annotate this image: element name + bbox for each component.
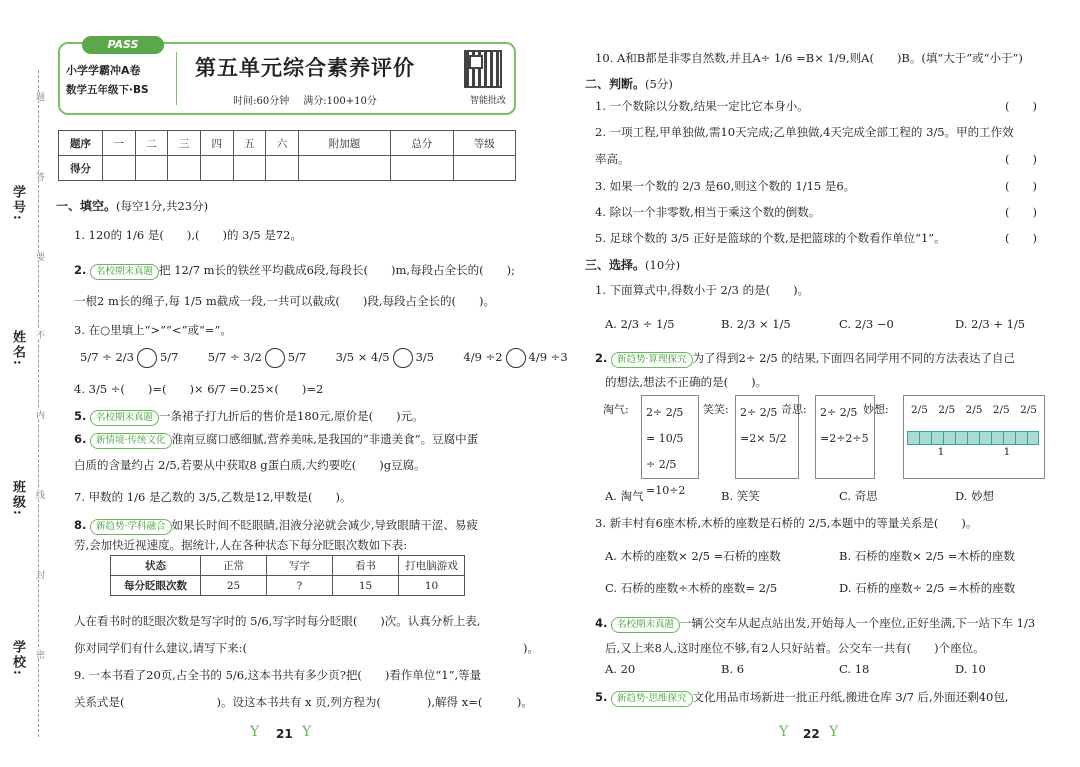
choice-1-option[interactable]: D. 2/3 + 1/5 — [955, 317, 1026, 331]
right-page — [585, 0, 1060, 767]
question-2: 2. 名校期末真题 把 12/7 m长的铁丝平均截成6段,每段长( )m,每段占全长的( ); — [74, 262, 515, 280]
choice-3-option[interactable]: B. 石桥的座数× 2/5 =木桥的座数 — [839, 549, 1015, 563]
student-name: 奇思: — [781, 403, 807, 416]
qr-label: 智能批改 — [469, 96, 506, 106]
question-5: 5. 名校期末真题 一条裙子打九折后的售价是180元,原价是( )元。 — [74, 408, 424, 426]
choice-4: 4. 名校期末真题 一辆公交车从起点站出发,开始每人一个座位,正好坐满,下一站下车 1/3 — [595, 615, 1035, 633]
bar-brace-label: 1 — [937, 446, 945, 458]
question-4: 4. 3/5 ÷( )=( )× 6/7 =0.25×( )=2 — [74, 382, 324, 396]
choice-3-option[interactable]: C. 石桥的座数÷木桥的座数= 2/5 — [605, 581, 778, 595]
choice-1: 1. 下面算式中,得数小于 2/3 的是( )。 — [595, 283, 810, 297]
judge-1: 1. 一个数除以分数,结果一定比它本身小。 — [595, 99, 809, 113]
score-col: 三 — [168, 131, 201, 156]
choice-2: 2. 新趋势·算理探究 为了得到2÷ 2/5 的结果,下面四名同学用不同的方法表达了自己 — [595, 350, 1015, 368]
section-fill-blank: 一、填空。(每空1分,共23分) — [56, 199, 209, 213]
method-taoqi: 2÷ 2/5 = 10/5 ÷ 2/5 =10÷2 — [641, 395, 699, 479]
score-col: 六 — [266, 131, 299, 156]
choice-2-option[interactable]: C. 奇思 — [839, 489, 878, 503]
binding-margin — [0, 0, 48, 767]
seal-char: 题 — [34, 92, 44, 101]
sprout-icon: Y — [250, 724, 260, 740]
section-judge: 二、判断。(5分) — [585, 77, 673, 91]
blink-head: 状态 — [111, 556, 201, 576]
bar-fraction: 2/5 — [911, 404, 928, 416]
exam-meta — [190, 92, 420, 107]
question-8-cont: 劳,会加快近视速度。据统计,人在各种状态下每分眨眼次数如下表: — [74, 538, 408, 552]
seal-char: 要 — [34, 252, 44, 261]
judge-2-cont: 率高。 — [595, 152, 630, 166]
section-choice: 三、选择。(10分) — [585, 258, 681, 272]
score-cell[interactable] — [103, 156, 136, 181]
answer-paren[interactable]: ( ) — [1005, 152, 1037, 166]
seal-char: 线 — [34, 490, 44, 499]
sprout-icon: Y — [829, 724, 839, 740]
compare-items: 5/7 ÷ 2/3 5/7 5/7 ÷ 3/2 5/7 3/5 × 4/5 3/5 4/9 ÷2 4/9 ÷3 — [80, 348, 568, 368]
choice-3-option[interactable]: D. 石桥的座数÷ 2/5 =木桥的座数 — [839, 581, 1016, 595]
score-cell[interactable] — [135, 156, 168, 181]
series-name: 小学学霸冲A卷 — [66, 64, 141, 77]
compare-circle[interactable] — [265, 348, 285, 368]
question-1: 1. 120的 1/6 是( ),( )的 3/5 是72。 — [74, 228, 302, 242]
page-number: 22 — [803, 727, 820, 741]
choice-4-option[interactable]: B. 6 — [721, 662, 745, 676]
question-tag: 新情境·传统文化 — [90, 433, 172, 449]
score-cell[interactable] — [168, 156, 201, 181]
score-table-head: 题序 — [59, 131, 103, 156]
judge-5: 5. 足球个数的 3/5 正好是篮球的个数,是把篮球的个数看作单位“1”。 — [595, 231, 946, 245]
question-9: 9. 一本书看了20页,占全书的 5/6,这本书共有多少页?把( )看作单位“1”,等量 — [74, 668, 482, 682]
student-name: 妙想: — [863, 403, 889, 416]
question-6: 6. 新情境·传统文化 淮南豆腐口感细腻,营养美味,是我国的“非遗美食”。豆腐中蛋 — [74, 431, 478, 449]
score-table — [58, 130, 516, 181]
answer-paren[interactable]: ( ) — [1005, 99, 1037, 113]
bar-fraction: 2/5 — [938, 404, 956, 416]
question-8-cont2: 人在看书时的眨眼次数是写字时的 5/6,写字时每分眨眼( )次。认真分析上表, — [74, 614, 481, 628]
page-title: 第五单元综合素养评价 — [195, 56, 415, 80]
choice-4-option[interactable]: C. 18 — [839, 662, 870, 676]
question-tag: 名校期末真题 — [90, 410, 159, 426]
score-cell[interactable] — [391, 156, 453, 181]
question-tag: 新趋势·学科融合 — [90, 519, 172, 535]
question-tag: 新趋势·算理探究 — [611, 352, 693, 368]
score-col: 一 — [103, 131, 136, 156]
question-8: 8. 新趋势·学科融合 如果长时间不眨眼睛,泪液分泌就会减少,导致眼睛干涩、易疲 — [74, 517, 478, 535]
blink-head: 正常 — [201, 556, 267, 576]
bar-brace-label: 1 — [1003, 446, 1011, 458]
blink-cell: ? — [267, 576, 333, 596]
question-tag: 新趋势·思维探究 — [611, 691, 693, 707]
seal-char: 封 — [34, 570, 44, 579]
question-10: 10. A和B都是非零自然数,并且A÷ 1/6 =B× 1/9,则A( )B。(填“大于”或“小于”) — [595, 51, 1023, 65]
blink-head: 看书 — [333, 556, 399, 576]
binding-line — [38, 70, 39, 737]
score-col: 二 — [135, 131, 168, 156]
judge-2: 2. 一项工程,甲单独做,需10天完成;乙单独做,4天完成全部工程的 3/5。甲的工作效 — [595, 125, 1014, 139]
question-9-cont: 关系式是( )。设这本书共有 x 页,列方程为( ),解得 x=( )。 — [74, 695, 533, 709]
time-limit: 时间:60分钟 — [233, 96, 290, 107]
seal-char: 内 — [34, 410, 44, 419]
question-6-cont: 白质的含量约占 2/5,若要从中获取8 g蛋白质,大约要吃( )g豆腐。 — [74, 458, 426, 472]
choice-2-option[interactable]: A. 淘气 — [605, 489, 644, 503]
blink-head: 打电脑游戏 — [399, 556, 465, 576]
page-number: 21 — [276, 727, 293, 741]
blink-cell: 每分眨眼次数 — [111, 576, 201, 596]
question-3: 3. 在○里填上“>”“<”或“=”。 — [74, 323, 232, 337]
answer-paren[interactable]: ( ) — [1005, 179, 1037, 193]
choice-1-option[interactable]: C. 2/3 −0 — [839, 317, 894, 331]
grade-label: 数学五年级下·BS — [66, 84, 149, 96]
student-name: 笑笑: — [703, 403, 729, 416]
choice-2-cont: 的想法,想法不正确的是( )。 — [605, 375, 768, 389]
pass-logo: PASS — [82, 36, 164, 54]
student-id-label: 学号: — [10, 185, 25, 222]
blink-table — [110, 555, 465, 596]
method-xiaoxiao: 2÷ 2/5 =2× 5/2 — [735, 395, 799, 479]
choice-3: 3. 新丰村有6座木桥,木桥的座数是石桥的 2/5,本题中的等量关系是( )。 — [595, 516, 978, 530]
method-qisi: 2÷ 2/5 =2÷2÷5 — [815, 395, 875, 479]
score-col: 总分 — [391, 131, 453, 156]
question-7: 7. 甲数的 1/6 是乙数的 3/5,乙数是12,甲数是( )。 — [74, 490, 352, 504]
score-cell[interactable] — [200, 156, 233, 181]
blink-cell: 15 — [333, 576, 399, 596]
sprout-icon: Y — [302, 724, 312, 740]
blink-cell: 25 — [201, 576, 267, 596]
choice-2-option[interactable]: B. 笑笑 — [721, 489, 760, 503]
question-tag: 名校期末真题 — [611, 617, 680, 633]
choice-5: 5. 新趋势·思维探究 文化用品市场新进一批正丹纸,搬进仓库 3/7 后,外面还剩40包, — [595, 689, 1008, 707]
answer-paren[interactable]: ( ) — [1005, 205, 1037, 219]
score-cell[interactable] — [266, 156, 299, 181]
answer-paren[interactable]: ( ) — [1005, 231, 1037, 245]
choice-4-option[interactable]: D. 10 — [955, 662, 986, 676]
seal-char: 答 — [34, 172, 44, 181]
compare-circle[interactable] — [506, 348, 526, 368]
score-cell[interactable] — [453, 156, 515, 181]
score-col: 五 — [233, 131, 266, 156]
full-score: 满分:100+10分 — [303, 96, 377, 107]
student-name: 淘气: — [603, 403, 629, 416]
sprout-icon: Y — [779, 724, 789, 740]
blink-cell: 10 — [399, 576, 465, 596]
exam-header — [58, 38, 516, 115]
question-8-cont3: 你对同学们有什么建议,请写下来:( )。 — [74, 641, 539, 655]
compare-circle[interactable] — [137, 348, 157, 368]
score-col: 四 — [200, 131, 233, 156]
bar-fraction: 2/5 — [965, 404, 983, 416]
score-col: 等级 — [453, 131, 515, 156]
score-col: 附加题 — [298, 131, 390, 156]
qr-code-icon[interactable] — [464, 50, 502, 88]
school-label: 学校: — [10, 640, 25, 677]
judge-4: 4. 除以一个非零数,相当于乘这个数的倒数。 — [595, 205, 821, 219]
seal-char: 不 — [34, 330, 44, 339]
class-label: 班级: — [10, 480, 25, 517]
fraction-bar — [907, 431, 1039, 445]
bar-fraction: 2/5 — [992, 404, 1010, 416]
choice-4-cont: 后,又上来8人,这时座位不够,有2人只好站着。公交车一共有( )个座位。 — [605, 641, 985, 655]
question-2-cont: 一根2 m长的绳子,每 1/5 m截成一段,一共可以截成( )段,每段占全长的( )。 — [74, 294, 496, 308]
left-page — [50, 0, 568, 767]
seal-char: 密 — [34, 650, 44, 659]
choice-1-option[interactable]: B. 2/3 × 1/5 — [721, 317, 791, 331]
score-cell[interactable] — [298, 156, 390, 181]
judge-3: 3. 如果一个数的 2/3 是60,则这个数的 1/15 是6。 — [595, 179, 856, 193]
choice-1-option[interactable]: A. 2/3 ÷ 1/5 — [605, 317, 675, 331]
choice-2-option[interactable]: D. 妙想 — [955, 489, 995, 503]
compare-circle[interactable] — [393, 348, 413, 368]
score-row-head: 得分 — [59, 156, 103, 181]
blink-head: 写字 — [267, 556, 333, 576]
question-tag: 名校期末真题 — [90, 264, 159, 280]
choice-3-option[interactable]: A. 木桥的座数× 2/5 =石桥的座数 — [605, 549, 781, 563]
score-cell[interactable] — [233, 156, 266, 181]
student-name-label: 姓名: — [10, 330, 25, 367]
choice-4-option[interactable]: A. 20 — [605, 662, 636, 676]
header-divider — [176, 52, 177, 105]
bar-fraction: 2/5 — [1020, 404, 1037, 416]
